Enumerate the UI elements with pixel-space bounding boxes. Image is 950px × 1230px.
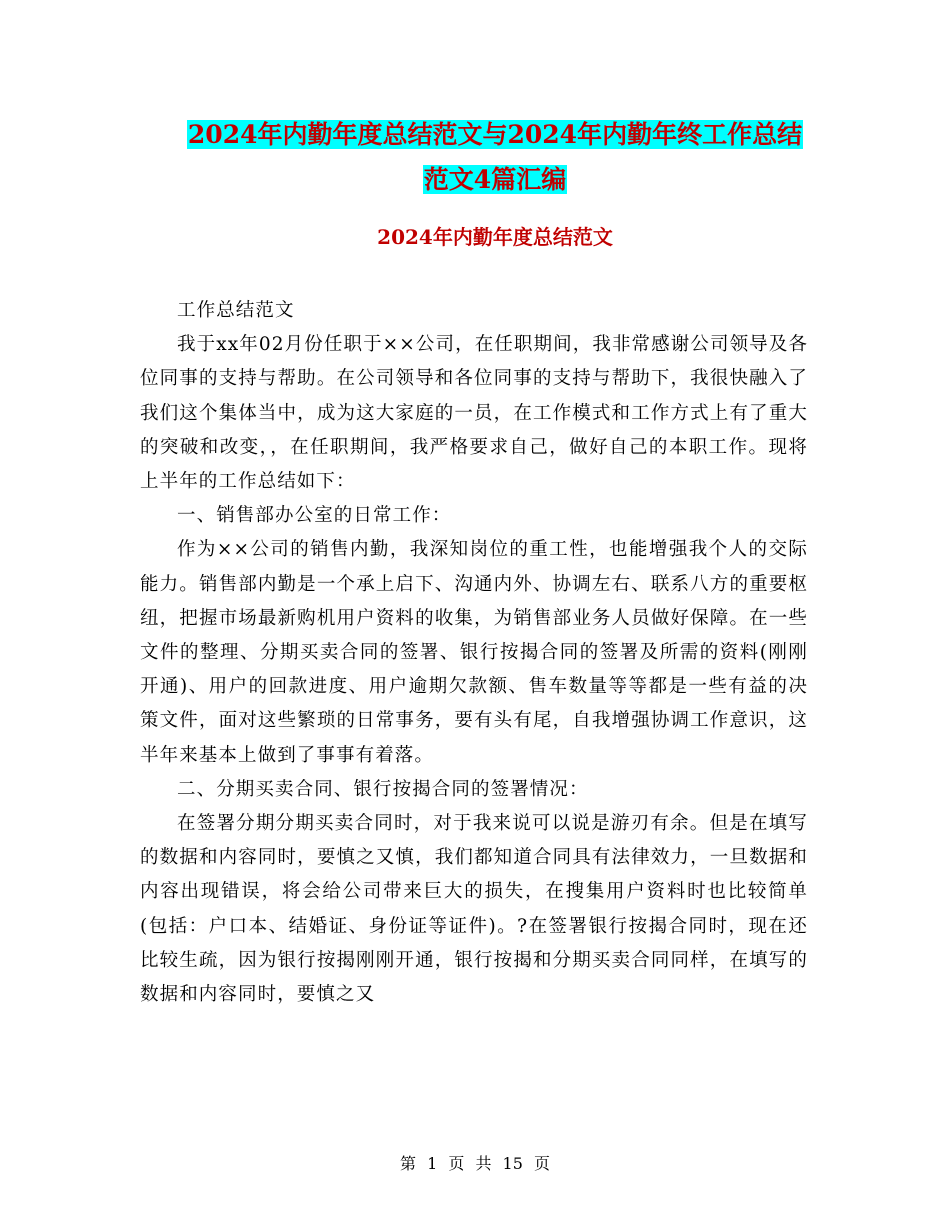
paragraph: 二、分期买卖合同、银行按揭合同的签署情况：	[177, 778, 589, 800]
paragraph: 一、销售部办公室的日常工作：	[177, 505, 452, 527]
paragraph: 作为××公司的销售内勤，我深知岗位的重工性，也能增强我个人的交际能力。销售部内勤是一个承上启下、沟通内外、协调左右、联系八方的重要枢纽，把握市场最新购机用户资料的收集，为销售部业务人员做好保障。在一些文件的整理、分期买卖合同的签署、银行按揭合同的签署及所需的资料(刚刚开通)、用户的回款进度、用户逾期欠款额、售车数量等等都是一些有益的决策文件，面对这些繁琐的日常事务，要有头有尾，自我增强协调工作意识，这半年来基本上做到了事事有着落。	[140, 539, 808, 766]
document-title	[140, 112, 850, 202]
document-title-line-1: 2024年内勤年度总结范文与2024年内勤年终工作总结	[187, 120, 803, 149]
paragraph: 工作总结范文	[177, 300, 295, 321]
paragraph: 我于xx年02月份任职于××公司，在任职期间，我非常感谢公司领导及各位同事的支持与帮助。在公司领导和各位同事的支持与帮助下，我很快融入了我们这个集体当中，成为这大家庭的一员，在工作模式和工作方式上有了重大的突破和改变，，在任职期间，我严格要求自己，做好自己的本职工作。现将上半年的工作总结如下：	[140, 334, 808, 493]
document-body	[140, 294, 808, 1012]
document-title-line-2: 范文4篇汇编	[423, 165, 567, 194]
page-number-footer: 第 1 页 共 15 页	[400, 1154, 550, 1173]
paragraph: 在签署分期分期买卖合同时，对于我来说可以说是游刃有余。但是在填写的数据和内容同时，要慎之又慎，我们都知道合同具有法律效力，一旦数据和内容出现错误，将会给公司带来巨大的损失，在搜集用户资料时也比较简单(包括：户口本、结婚证、身份证等证件)。?在签署银行按揭合同时，现在还比较生疏，因为银行按揭刚刚开通，银行按揭和分期买卖合同同样，在填写的数据和内容同时，要慎之又	[140, 813, 808, 1006]
section-title: 2024年内勤年度总结范文	[377, 225, 613, 249]
